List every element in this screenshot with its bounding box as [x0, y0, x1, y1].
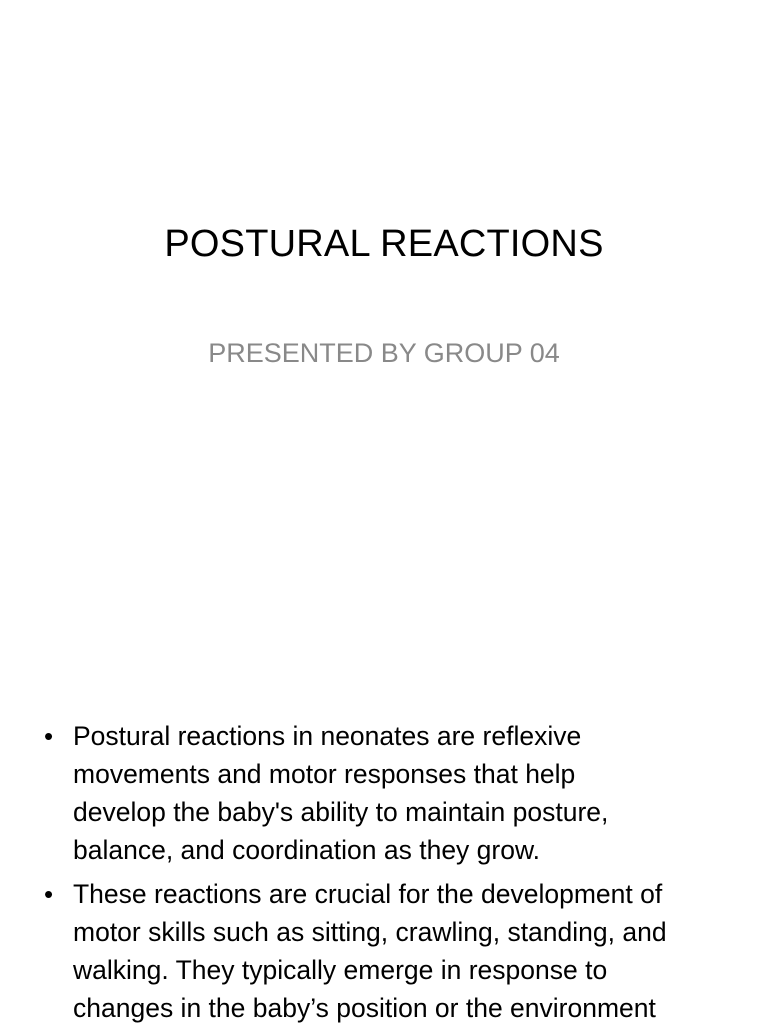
bullet-line: Postural reactions in neonates are reflexive [73, 721, 582, 751]
slide-title: POSTURAL REACTIONS [164, 223, 604, 265]
bullet-line: balance, and coordination as they grow. [73, 835, 541, 865]
bullet-list [44, 717, 734, 1033]
bullet-icon: • [44, 879, 54, 909]
slide-subtitle: PRESENTED BY GROUP 04 [208, 338, 560, 368]
bullet-item [44, 875, 734, 1027]
bullet-line: develop the baby's ability to maintain posture, [73, 797, 609, 827]
bullet-line: movements and motor responses that help [73, 759, 576, 789]
bullet-item [44, 717, 734, 869]
bullet-line: motor skills such as sitting, crawling, standing, and [73, 917, 667, 947]
bullet-icon: • [44, 721, 54, 751]
bullet-line: These reactions are crucial for the development of [73, 879, 663, 909]
bullet-line: changes in the baby’s position or the environment [73, 993, 656, 1023]
bullet-line: walking. They typically emerge in response to [73, 955, 608, 985]
